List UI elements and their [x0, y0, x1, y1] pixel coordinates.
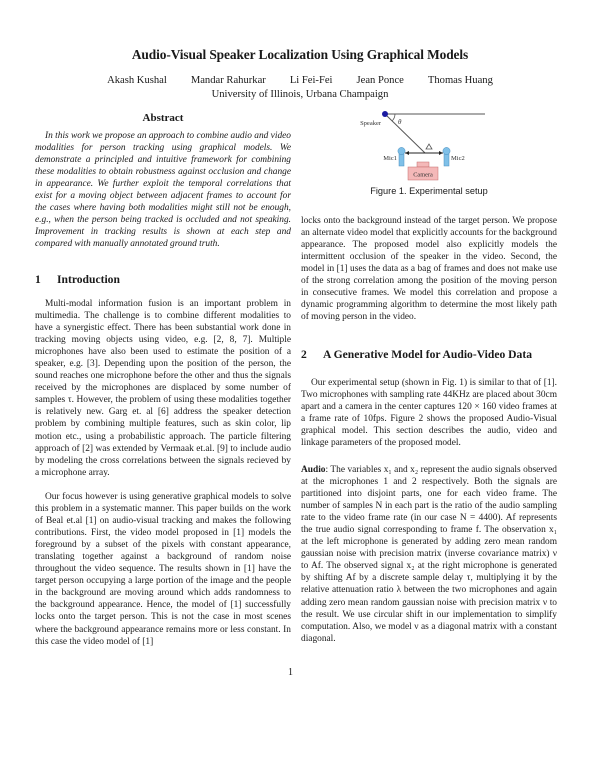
speaker-dot-icon: [382, 111, 388, 117]
section-title: Introduction: [57, 273, 120, 286]
author-name: Akash Kushal: [107, 75, 167, 86]
mic2-label: Mic2: [451, 155, 465, 162]
paragraph: Our experimental setup (shown in Fig. 1) is similar to that of [1]. Two microphones with sampling rate 44KHz are placed about 30cm apart and a camera in the center captures 120 × 160 video frames at a frame rate of 10fps. Figure 2 shows the proposed Audio-Visual graphical model. This section describes the audio, video and linkage parameters of the proposed model.: [301, 378, 557, 449]
author-name: Jean Ponce: [356, 75, 404, 86]
arrow-right-icon: [439, 151, 443, 155]
paragraph: Multi-modal information fusion is an important problem in multimedia. The challenge is to combine different modalities to have a synergistic effect. There has been substantial work done in tracking moving objects using video, e.g. [2, 8, 7]. Multiple microphones have also been used to estimate the position of a speaker, e.g. [3]. Depending upon the position of the person, the sound reaches one microphone before the other and thus the signals received by the microphones are displaced by some number of samples τ. However, the problem of using these modalities together is relatively new. Garg et. al [6] address the speaker detection problem by combining multiple features, such as skin color, lip motion etc., using a probabilistic approach. The particle filtering approach of [2] was extended by Vermaak et.al. [9] to include audio by modeling the cross correlations between the signals recieved by a microphone array.: [35, 299, 291, 478]
abstract-heading: Abstract: [142, 112, 184, 124]
author-name: Li Fei-Fei: [289, 75, 333, 86]
abstract-body: In this work we propose an approach to combine audio and video modalities for person tracking using graphical models. We demonstrate a principled and intuitive framework for combining these modalities to obtain robustness against occlusion and change in appearance. We further exploit the temporal correlations that exist for a moving object between adjacent frames to account for the cases where having both modalities might still not be enough, e.g., when the person being tracked is occluded and not speaking. Improvement in tracking results is shown at each step and compared with manually annotated ground truth.: [35, 131, 291, 250]
section-number: 2: [301, 348, 307, 361]
section-number: 1: [35, 273, 41, 286]
paragraph-text: : The variables x₁ and x₂ represent the audio signals observed at the microphones 1 and 2 respectively. Both the signals are partitioned into disjoint parts, one for each video frame. The number of samples N in each part is the ratio of the audio sampling rate to the video frame rate (in our case N = 4400). Af represents the true audio signal corresponding to frame f. The observation x₁ at the left microphone is generated by adding zero mean random gaussian noise with precision matrix (inverse covariance matrix) ν to Af. The observed signal x₂ at the right microphone is generated by shifting Af by a discrete sample delay τ, multiplying it by the relative attenuation ratio λ between the two microphones and again adding zero mean random gaussian noise with precision matrix ν to the result. We use circular shift in our implementation to simplify computation. Also, we model ν as a diagonal matrix with a constant diagonal.: [301, 465, 557, 644]
paragraph: Our focus however is using generative graphical models to solve this problem in a systematic manner. This paper builds on the work of Beal et.al [1] on audio-visual tracking and makes the following contributions. First, the video model proposed in [1] models the foreground by a subset of the pixels with constant appearance, translating together against a background of random noise throughout the video sequence. The results shown in [1] have the target person occupying a large portion of the image and the people in the background are moving around which adds randomness to the background appearance. Hence, the model of [1] successfully locks onto the target person. This is not the case in most scenes where the background appearance remains more or less constant. In this case the video model of [1]: [35, 492, 291, 647]
section-title: A Generative Model for Audio-Video Data: [323, 348, 532, 361]
run-in-heading: Audio: [301, 465, 326, 475]
page-number: 1: [288, 667, 293, 678]
author-name: Thomas Huang: [427, 75, 493, 86]
setup-diagram: [355, 108, 505, 183]
paragraph-audio: [301, 464, 557, 645]
paragraph: locks onto the background instead of the target person. We propose an alternate video model that explicitly accounts for the background appearance. The proposed model also explicitly models the intermittent occlusion of the speaker in the video. Second, the model in [1] uses the data as a bag of frames and does not make use of the strong correlation among the position of the moving person in consecutive frames. We model this correlation and propose a dynamic programming algorithm to determine the most likely path of moving person in the video.: [301, 216, 557, 323]
section-heading-introduction: [35, 273, 120, 286]
direction-line: [385, 114, 425, 153]
theta-label: θ: [398, 118, 402, 126]
angle-arc: [392, 114, 395, 121]
figure-experimental-setup: [355, 108, 505, 183]
affiliation: University of Illinois, Urbana Champaign: [211, 89, 389, 100]
author-list: [0, 75, 600, 86]
author-name: Mandar Rahurkar: [190, 75, 266, 86]
camera-lens-icon: [417, 162, 429, 167]
paper-title: Audio-Visual Speaker Localization Using Graphical Models: [131, 47, 469, 62]
arrow-left-icon: [405, 151, 409, 155]
figure-caption: Figure 1. Experimental setup: [370, 186, 488, 196]
section-heading-generative-model: [301, 348, 532, 361]
mic1-head-icon: [398, 147, 405, 154]
camera-label: Camera: [413, 171, 433, 179]
delta-symbol-icon: [426, 144, 432, 149]
mic1-label: Mic1: [383, 155, 397, 162]
speaker-label: Speaker: [360, 120, 381, 127]
mic2-head-icon: [443, 147, 450, 154]
